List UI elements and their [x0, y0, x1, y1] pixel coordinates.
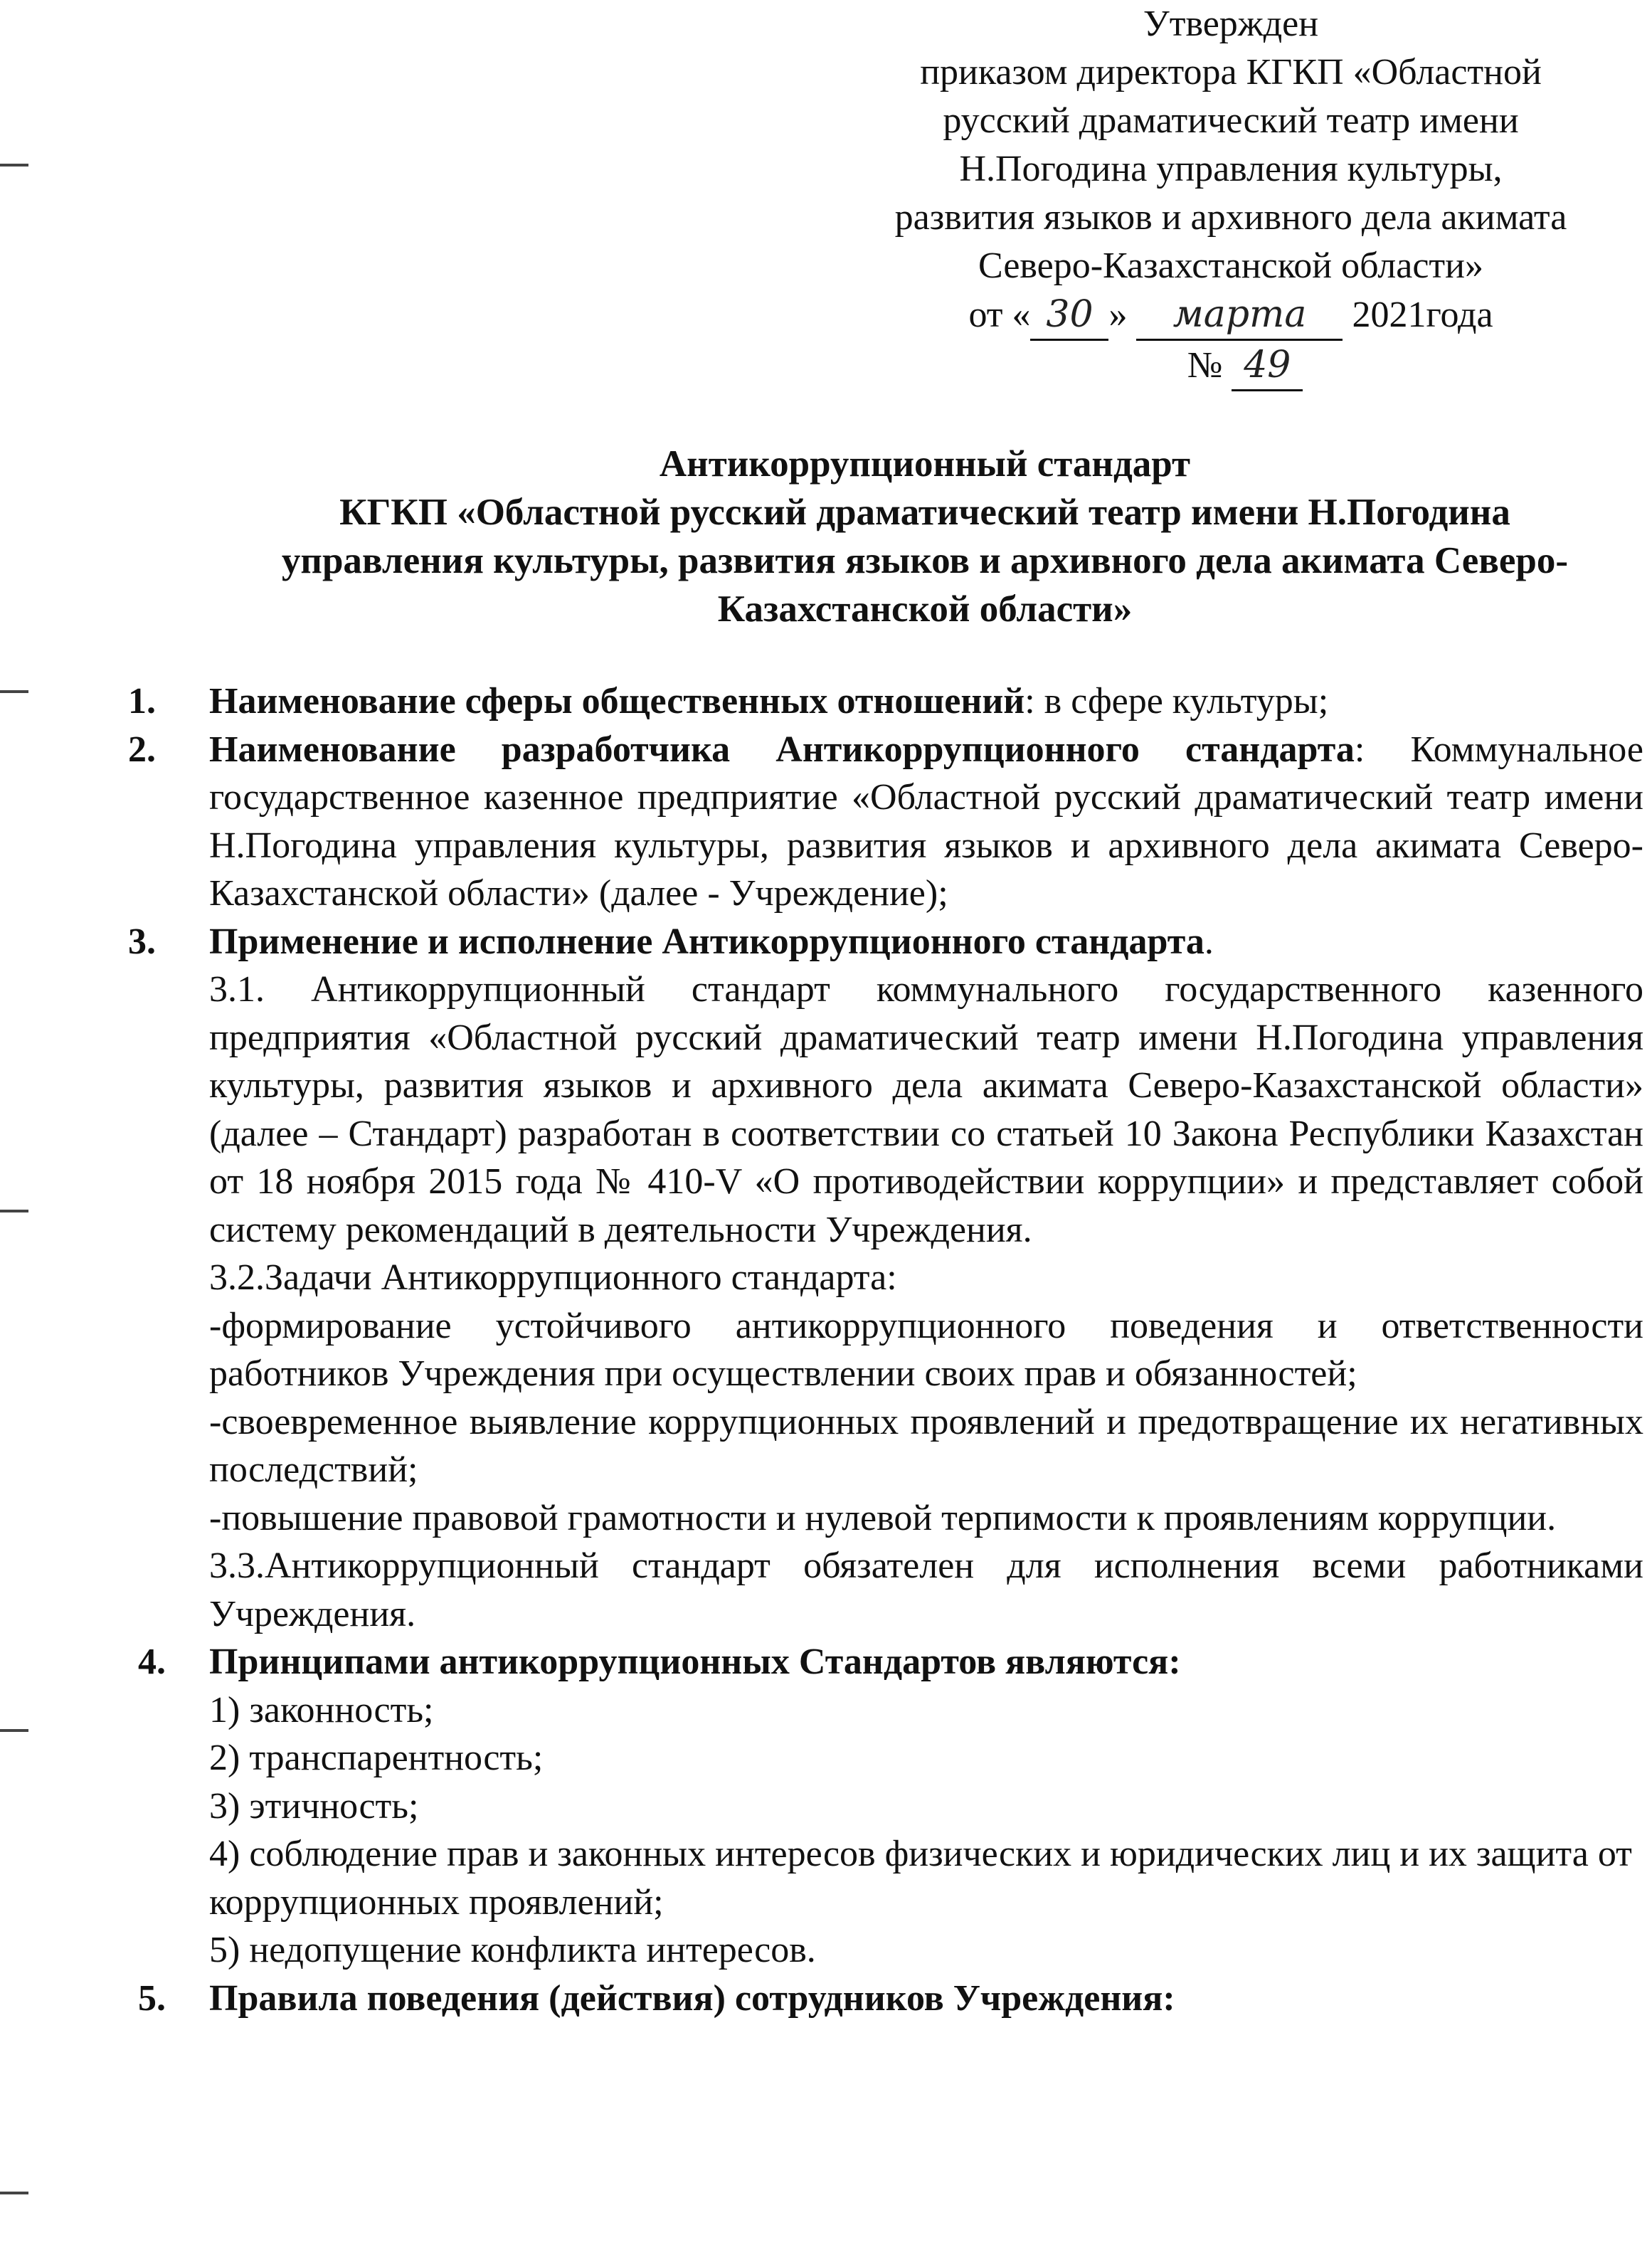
- approval-block: [840, 0, 1622, 391]
- title-line: КГКП «Областной русский драматический театр имени Н.Погодина: [339, 492, 1510, 533]
- principle-item: 1) законность;: [209, 1689, 434, 1730]
- approval-line: Северо-Казахстанской области»: [978, 245, 1483, 286]
- section-number: 3.: [128, 921, 156, 962]
- number-prefix: №: [1187, 345, 1223, 386]
- principle-item: 3) этичность;: [209, 1785, 419, 1827]
- document-title: [206, 440, 1643, 633]
- handwritten-day: 30: [1030, 290, 1108, 341]
- section-heading-end: .: [1204, 921, 1214, 962]
- scan-edge-marks: [0, 0, 28, 2267]
- section-heading: Принципами антикоррупционных Стандартов являются:: [209, 1642, 1181, 1682]
- section-number: 1.: [128, 681, 156, 722]
- approval-line: русский драматический театр имени: [943, 100, 1519, 141]
- section-text: : Коммунальное государственное казенное предприятие «Областной русский драматический театр имени Н.Погодина управления культуры, развития языков и архивного дела акимата Северо-Казахстанской области» (далее - Учреждение);: [209, 729, 1643, 914]
- section-heading: Применение и исполнение Антикоррупционного стандарта: [209, 921, 1204, 962]
- date-prefix: от «: [968, 295, 1031, 335]
- title-line: Казахстанской области»: [717, 588, 1133, 630]
- section-4: [128, 1638, 1643, 1686]
- approval-line: Утвержден: [1143, 4, 1319, 44]
- date-year: 2021года: [1352, 295, 1493, 335]
- date-mid: »: [1108, 295, 1128, 335]
- paragraph-3-1: 3.1. Антикоррупционный стандарт коммунального государственного казенного предприятия «Областной русский драматический театр имени Н.Погодина управления культуры, развития языков и архивного дела акимата Северо-Казахстанской области» (далее – Стандарт) разработан в соответствии со статьей 10 Закона Республики Казахстан от 18 ноября 2015 года № 410-V «О противодействии коррупции» и представляет собой систему рекомендаций в деятельности Учреждения.: [209, 969, 1643, 1250]
- approval-date: [840, 290, 1622, 341]
- title-line: управления культуры, развития языков и архивного дела акимата Северо-: [281, 540, 1569, 581]
- section-heading: Правила поведения (действия) сотрудников Учреждения:: [209, 1977, 1175, 2019]
- task-item: -повышение правовой грамотности и нулевой терпимости к проявлениям коррупции.: [209, 1497, 1557, 1538]
- approval-line: Н.Погодина управления культуры,: [959, 149, 1503, 189]
- section-2: [128, 726, 1643, 918]
- approval-number: [840, 341, 1622, 391]
- section-heading: Наименование сферы общественных отношений: [209, 681, 1025, 722]
- handwritten-month: марта: [1136, 290, 1343, 341]
- principle-item: 5) недопущение конфликта интересов.: [209, 1930, 816, 1970]
- paragraph-3-2: 3.2.Задачи Антикоррупционного стандарта:: [209, 1257, 897, 1298]
- section-heading: Наименование разработчика Антикоррупционного стандарта: [209, 729, 1355, 770]
- section-3: [128, 918, 1643, 966]
- section-number: 4.: [138, 1642, 166, 1682]
- document-body: [128, 677, 1643, 2022]
- section-number: 5.: [138, 1977, 166, 2019]
- task-item: -своевременное выявление коррупционных проявлений и предотвращение их негативных последствий;: [209, 1401, 1643, 1490]
- approval-line: приказом директора КГКП «Областной: [920, 52, 1542, 93]
- principle-item: 2) транспарентность;: [209, 1738, 544, 1778]
- handwritten-number: 49: [1232, 341, 1303, 391]
- section-number: 2.: [128, 729, 156, 770]
- section-1: [128, 677, 1643, 726]
- section-5: [128, 1975, 1643, 2023]
- paragraph-3-3: 3.3.Антикоррупционный стандарт обязателен для исполнения всеми работниками Учреждения.: [209, 1545, 1643, 1634]
- approval-line: развития языков и архивного дела акимата: [894, 197, 1567, 238]
- section-text: : в сфере культуры;: [1024, 681, 1329, 722]
- title-line: Антикоррупционный стандарт: [659, 443, 1191, 485]
- task-item: -формирование устойчивого антикоррупционного поведения и ответственности работников Учреждения при осуществлении своих прав и обязанностей;: [209, 1305, 1643, 1394]
- principle-item: 4) соблюдение прав и законных интересов физических и юридических лиц и их защита от коррупционных проявлений;: [209, 1834, 1632, 1923]
